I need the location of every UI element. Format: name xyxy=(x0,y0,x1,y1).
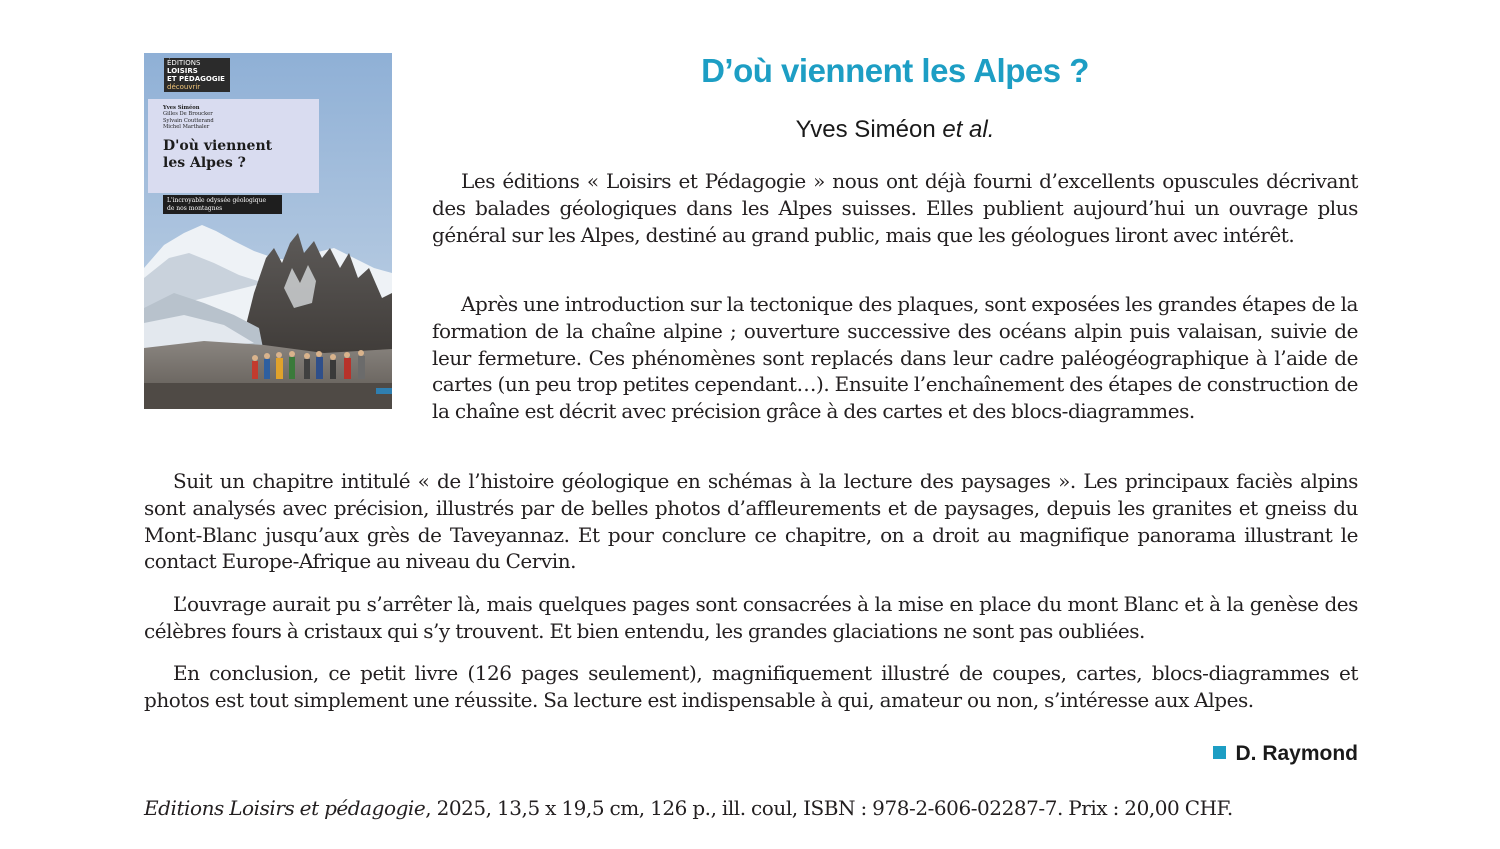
reference-details: , 2025, 13,5 x 19,5 cm, 126 p., ill. coul, ISBN : 978-2-606-02287-7. Prix : 20,00 CHF. xyxy=(425,796,1233,820)
article-title: D’où viennent les Alpes ? xyxy=(701,52,1089,89)
cover-title xyxy=(163,138,311,172)
cover-series-line: LOISIRS xyxy=(167,67,198,75)
cover-title-line: D'où viennent xyxy=(163,138,273,155)
body-paragraph: Les éditions « Loisirs et Pédagogie » nous ont déjà fourni d’excellents opuscules décrivant des balades géologiques dans les Alpes suisses. Elles publient aujourd’hui un ouvrage plus général sur les Alpes, destiné au grand public, mais que les géologues liront avec intérêt. xyxy=(432,169,1358,247)
cover-authors xyxy=(163,105,311,130)
cover-series-label xyxy=(164,58,230,92)
signature xyxy=(1100,742,1358,766)
cover-title-line: les Alpes ? xyxy=(163,155,246,172)
body-paragraph: Après une introduction sur la tectonique des plaques, sont exposées les grandes étapes de la formation de la chaîne alpine ; ouverture successive des océans alpin puis valaisan, suivie de leur fermeture. Ces phénomènes sont replacés dans leur cadre paléogéographique à l’aide de cartes (un peu trop petites cependant…). Ensuite l’enchaînement des étapes de construction de la chaîne est décrit avec précision grâce à des cartes et des blocs-diagrammes. xyxy=(432,292,1359,424)
cover-subtitle-line: L'incroyable odyssée géologique xyxy=(167,197,267,204)
cover-series-line: ET PÉDAGOGIE xyxy=(167,75,225,83)
cover-subtitle-line: de nos montagnes xyxy=(167,204,223,212)
reference-publisher: Editions Loisirs et pédagogie xyxy=(144,796,426,820)
book-reference xyxy=(144,795,1358,822)
author-etal: et al. xyxy=(942,116,995,143)
body-paragraph: L’ouvrage aurait pu s’arrêter là, mais quelques pages sont consacrées à la mise en place du mont Blanc et à la genèse des célèbres fours à cristaux qui s’y trouvent. Et bien entendu, les grandes glaciations ne sont pas oubliées. xyxy=(144,592,1358,643)
signature-name: D. Raymond xyxy=(1235,742,1358,765)
cover-series-line: découvrir xyxy=(167,83,201,91)
author-name: Yves Siméon xyxy=(795,116,943,143)
cover-author: Gilles De Broucker xyxy=(163,111,213,118)
body-paragraph: En conclusion, ce petit livre (126 pages seulement), magnifiquement illustré de coupes, cartes, blocs-diagrammes et photos est tout simplement une réussite. Sa lecture est indispensable à qui, amateur ou non, s’intéresse aux Alpes. xyxy=(144,661,1358,712)
cover-series-line: ÉDITIONS xyxy=(167,59,201,67)
cover-author: Sylvain Coutterand xyxy=(163,117,214,124)
body-paragraph: Suit un chapitre intitulé « de l’histoire géologique en schémas à la lecture des paysages ». Les principaux faciès alpins sont analysés avec précision, illustrés par de belles photos d’affleurements et de paysages, depuis les granites et gneiss du Mont-Blanc jusqu’aux grès de Taveyannaz. Et pour conclure ce chapitre, on a droit au magnifique panorama illustrant le contact Europe-Afrique au niveau du Cervin. xyxy=(144,469,1358,574)
cover-author: Yves Siméon xyxy=(163,105,200,111)
signature-square-icon xyxy=(1213,746,1226,759)
book-cover xyxy=(144,53,392,409)
article-author xyxy=(432,116,1358,144)
cover-subtitle xyxy=(163,195,282,214)
cover-author: Michel Marthaler xyxy=(163,123,210,130)
cover-title-box xyxy=(148,99,319,193)
